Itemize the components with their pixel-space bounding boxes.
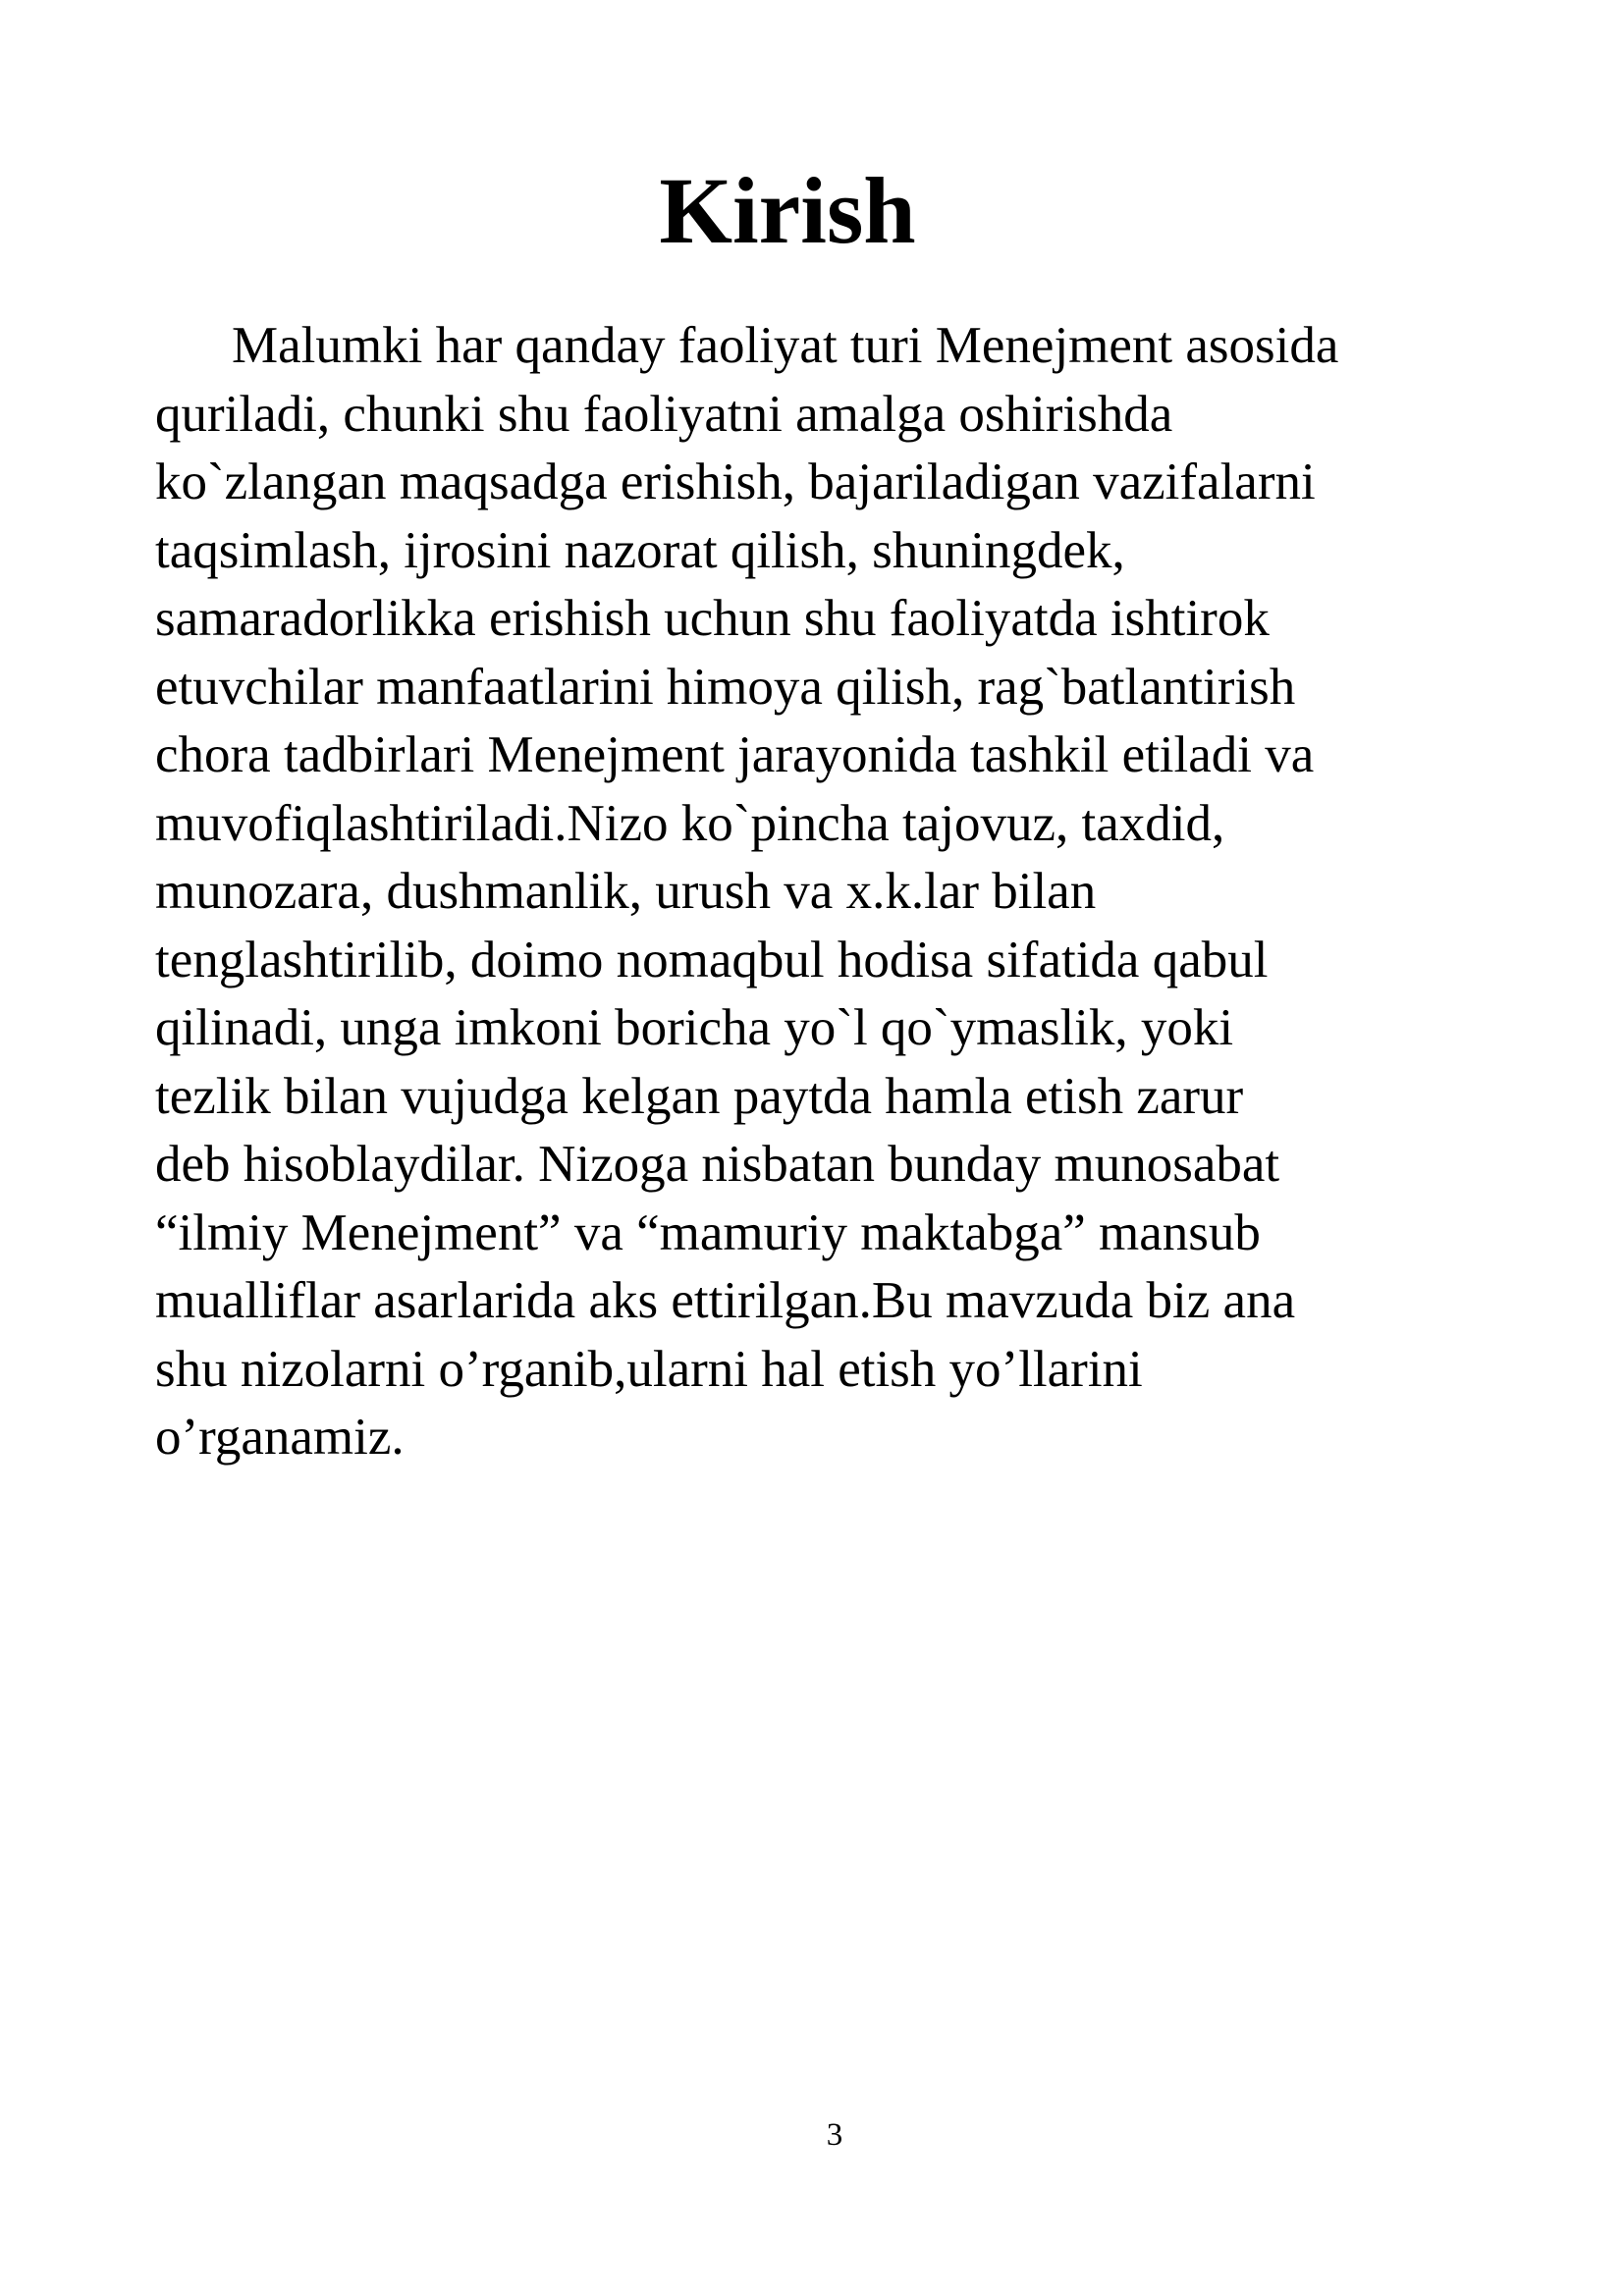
paragraph-line: quriladi, chunki shu faoliyatni amalga oshirishda [155,385,1173,443]
paragraph-line: ko`zlangan maqsadga erishish, bajariladigan vazifalarni [155,454,1316,510]
paragraph-line: muvofiqlashtiriladi.Nizo ko`pincha tajovuz, taxdid, [155,794,1225,852]
body-paragraph [155,312,1530,1472]
paragraph-line: tezlik bilan vujudga kelgan paytda hamla etish zarur [155,1067,1244,1125]
paragraph-line: etuvchilar manfaatlarini himoya qilish, rag`batlantirish [155,658,1296,716]
page-number: 3 [826,2117,843,2153]
paragraph-line: shu nizolarni o’rganib,ularni hal etish yo’llarini [155,1340,1143,1398]
paragraph-line: tenglashtirilib, doimo nomaqbul hodisa sifatida qabul [155,931,1269,988]
paragraph-line: Malumki har qanday faoliyat turi Menejment asosida [232,317,1339,374]
paragraph-line: mualliflar asarlarida aks ettirilgan.Bu mavzuda biz ana [155,1272,1296,1329]
paragraph-line: chora tadbirlari Menejment jarayonida tashkil etiladi va [155,726,1315,783]
paragraph-line: samaradorlikka erishish uchun shu faoliyatda ishtirok [155,590,1270,647]
paragraph-line: taqsimlash, ijrosini nazorat qilish, shuningdek, [155,521,1125,579]
paragraph-line: “ilmiy Menejment” va “mamuriy maktabga” mansub [155,1203,1261,1261]
paragraph-line: o’rganamiz. [155,1409,405,1466]
paragraph-line: munozara, dushmanlik, urush va x.k.lar bilan [155,863,1097,920]
paragraph-line: qilinadi, unga imkoni boricha yo`l qo`ymaslik, yoki [155,999,1234,1056]
paragraph-line: deb hisoblaydilar. Nizoga nisbatan bunday munosabat [155,1136,1280,1193]
page-title: Kirish [659,158,916,263]
